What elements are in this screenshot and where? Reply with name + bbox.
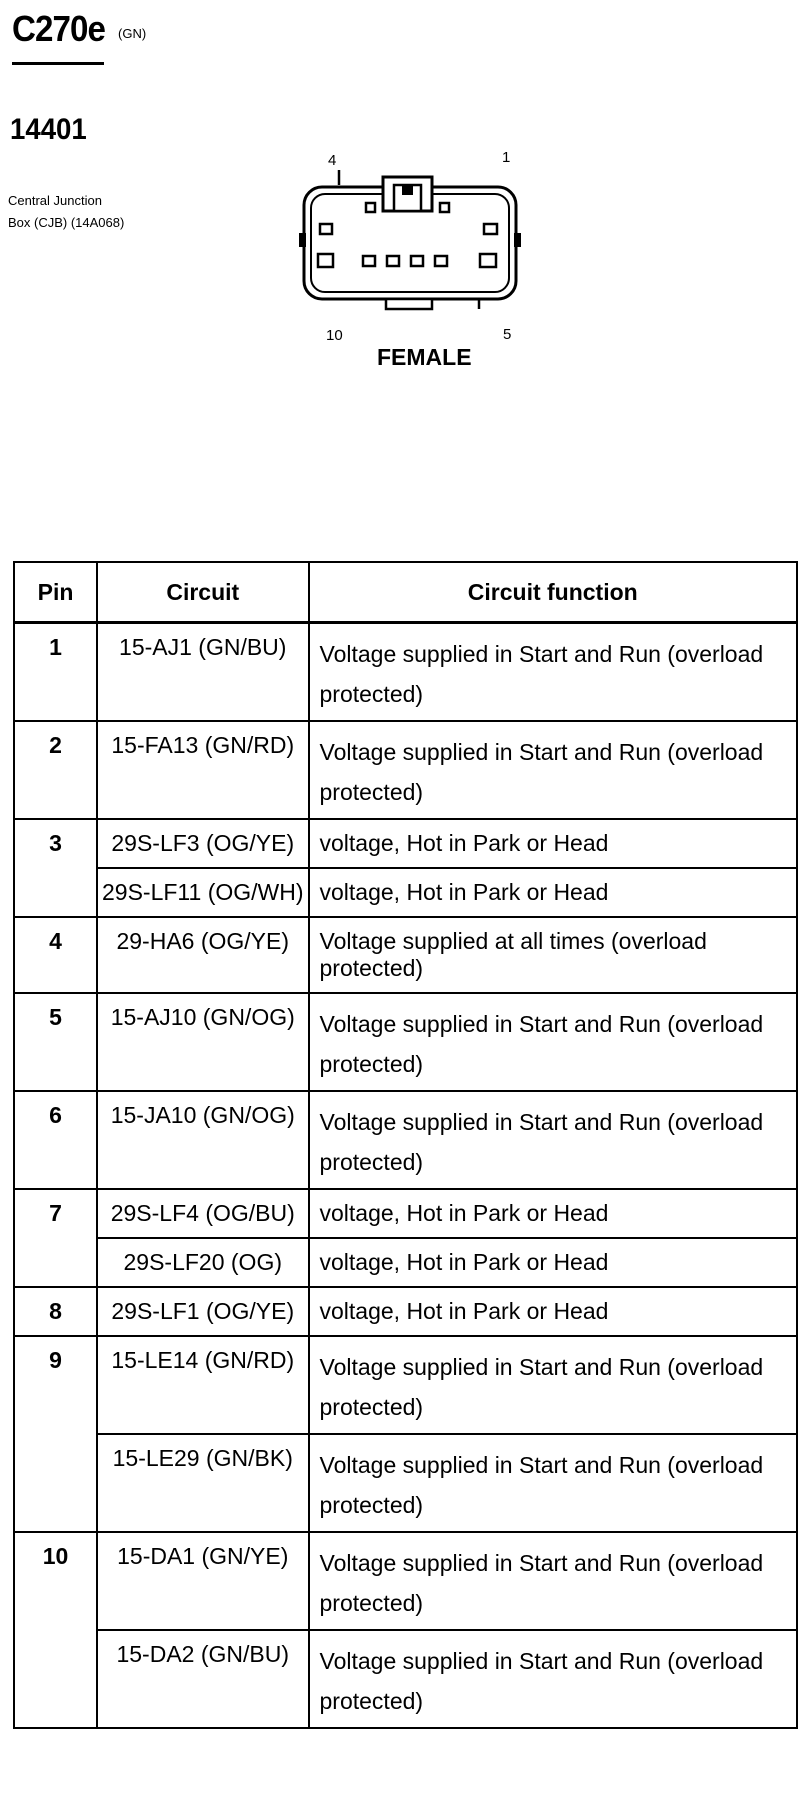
- cavity-2: [440, 203, 449, 212]
- bottom-key: [386, 299, 432, 309]
- pin-cell: 1: [14, 623, 97, 722]
- table-row: [14, 623, 797, 722]
- component-name-line-1: Central Junction: [8, 193, 102, 208]
- table-row: [14, 1238, 797, 1287]
- cavity-9: [363, 256, 375, 266]
- circuit-cell: 29-HA6 (OG/YE): [97, 917, 309, 993]
- function-cell: Voltage supplied in Start and Run (overload protected): [309, 1532, 798, 1630]
- pin-label-1: 1: [502, 149, 511, 166]
- function-cell: Voltage supplied in Start and Run (overload protected): [309, 1630, 798, 1728]
- circuit-cell: 15-LE29 (GN/BK): [97, 1434, 309, 1532]
- cavity-7: [411, 256, 423, 266]
- table-row: [14, 1189, 797, 1238]
- connector-face-diagram: [280, 145, 560, 375]
- header-circuit: Circuit: [97, 562, 309, 623]
- pin-cell: 5: [14, 993, 97, 1091]
- table-row: [14, 1287, 797, 1336]
- cavity-5: [480, 254, 496, 267]
- function-cell: voltage, Hot in Park or Head: [309, 868, 798, 917]
- circuit-cell: 29S-LF20 (OG): [97, 1238, 309, 1287]
- function-cell: voltage, Hot in Park or Head: [309, 1189, 798, 1238]
- pin-label-10: 10: [326, 327, 343, 344]
- component-name-line-2: Box (CJB) (14A068): [8, 215, 125, 230]
- gender-label: FEMALE: [377, 344, 472, 370]
- left-ear: [299, 233, 306, 247]
- function-cell: voltage, Hot in Park or Head: [309, 1238, 798, 1287]
- latch-tab: [402, 185, 413, 195]
- function-cell: voltage, Hot in Park or Head: [309, 819, 798, 868]
- cavity-3: [366, 203, 375, 212]
- table-row: [14, 868, 797, 917]
- table-row: [14, 1091, 797, 1189]
- circuit-cell: 15-DA2 (GN/BU): [97, 1630, 309, 1728]
- table-row: [14, 917, 797, 993]
- function-cell: Voltage supplied in Start and Run (overload protected): [309, 623, 798, 722]
- cavity-1: [484, 224, 497, 234]
- function-cell: voltage, Hot in Park or Head: [309, 1287, 798, 1336]
- cavity-8: [387, 256, 399, 266]
- function-cell: Voltage supplied in Start and Run (overload protected): [309, 993, 798, 1091]
- pin-cell: 8: [14, 1287, 97, 1336]
- function-cell: Voltage supplied in Start and Run (overload protected): [309, 1336, 798, 1434]
- table-row: [14, 819, 797, 868]
- circuit-cell: 29S-LF4 (OG/BU): [97, 1189, 309, 1238]
- pin-label-4: 4: [328, 152, 337, 169]
- right-ear: [514, 233, 521, 247]
- function-cell: Voltage supplied in Start and Run (overload protected): [309, 721, 798, 819]
- header-pin: Pin: [14, 562, 97, 623]
- function-cell: Voltage supplied in Start and Run (overload protected): [309, 1091, 798, 1189]
- circuit-cell: 15-JA10 (GN/OG): [97, 1091, 309, 1189]
- cavity-6: [435, 256, 447, 266]
- circuit-cell: 29S-LF3 (OG/YE): [97, 819, 309, 868]
- header-circuit-function: Circuit function: [309, 562, 798, 623]
- circuit-cell: 15-DA1 (GN/YE): [97, 1532, 309, 1630]
- circuit-cell: 15-LE14 (GN/RD): [97, 1336, 309, 1434]
- circuit-cell: 15-FA13 (GN/RD): [97, 721, 309, 819]
- circuit-cell: 29S-LF11 (OG/WH): [97, 868, 309, 917]
- cavity-4: [320, 224, 332, 234]
- circuit-cell: 15-AJ10 (GN/OG): [97, 993, 309, 1091]
- cavity-10: [318, 254, 333, 267]
- pinout-table: [13, 561, 798, 1729]
- pin-cell: 10: [14, 1532, 97, 1728]
- table-row: [14, 721, 797, 819]
- connector-color: (GN): [118, 26, 147, 41]
- circuit-cell: 29S-LF1 (OG/YE): [97, 1287, 309, 1336]
- function-cell: Voltage supplied at all times (overload protected): [309, 917, 798, 993]
- pin-cell: 4: [14, 917, 97, 993]
- pin-cell: 2: [14, 721, 97, 819]
- pin-cell: 3: [14, 819, 97, 917]
- connector-face-svg: [280, 145, 560, 375]
- pin-label-5: 5: [503, 326, 512, 343]
- pin-cell: 7: [14, 1189, 97, 1287]
- table-row: [14, 1336, 797, 1434]
- table-row: [14, 1532, 797, 1630]
- part-number: 14401: [10, 113, 87, 146]
- title-underline: [12, 62, 104, 65]
- pin-cell: 6: [14, 1091, 97, 1189]
- table-row: [14, 1630, 797, 1728]
- component-name: [8, 190, 168, 234]
- pin-cell: 9: [14, 1336, 97, 1532]
- table-header-row: [14, 562, 797, 623]
- function-cell: Voltage supplied in Start and Run (overload protected): [309, 1434, 798, 1532]
- table-row: [14, 1434, 797, 1532]
- table-row: [14, 993, 797, 1091]
- connector-id: C270e: [12, 8, 106, 49]
- circuit-cell: 15-AJ1 (GN/BU): [97, 623, 309, 722]
